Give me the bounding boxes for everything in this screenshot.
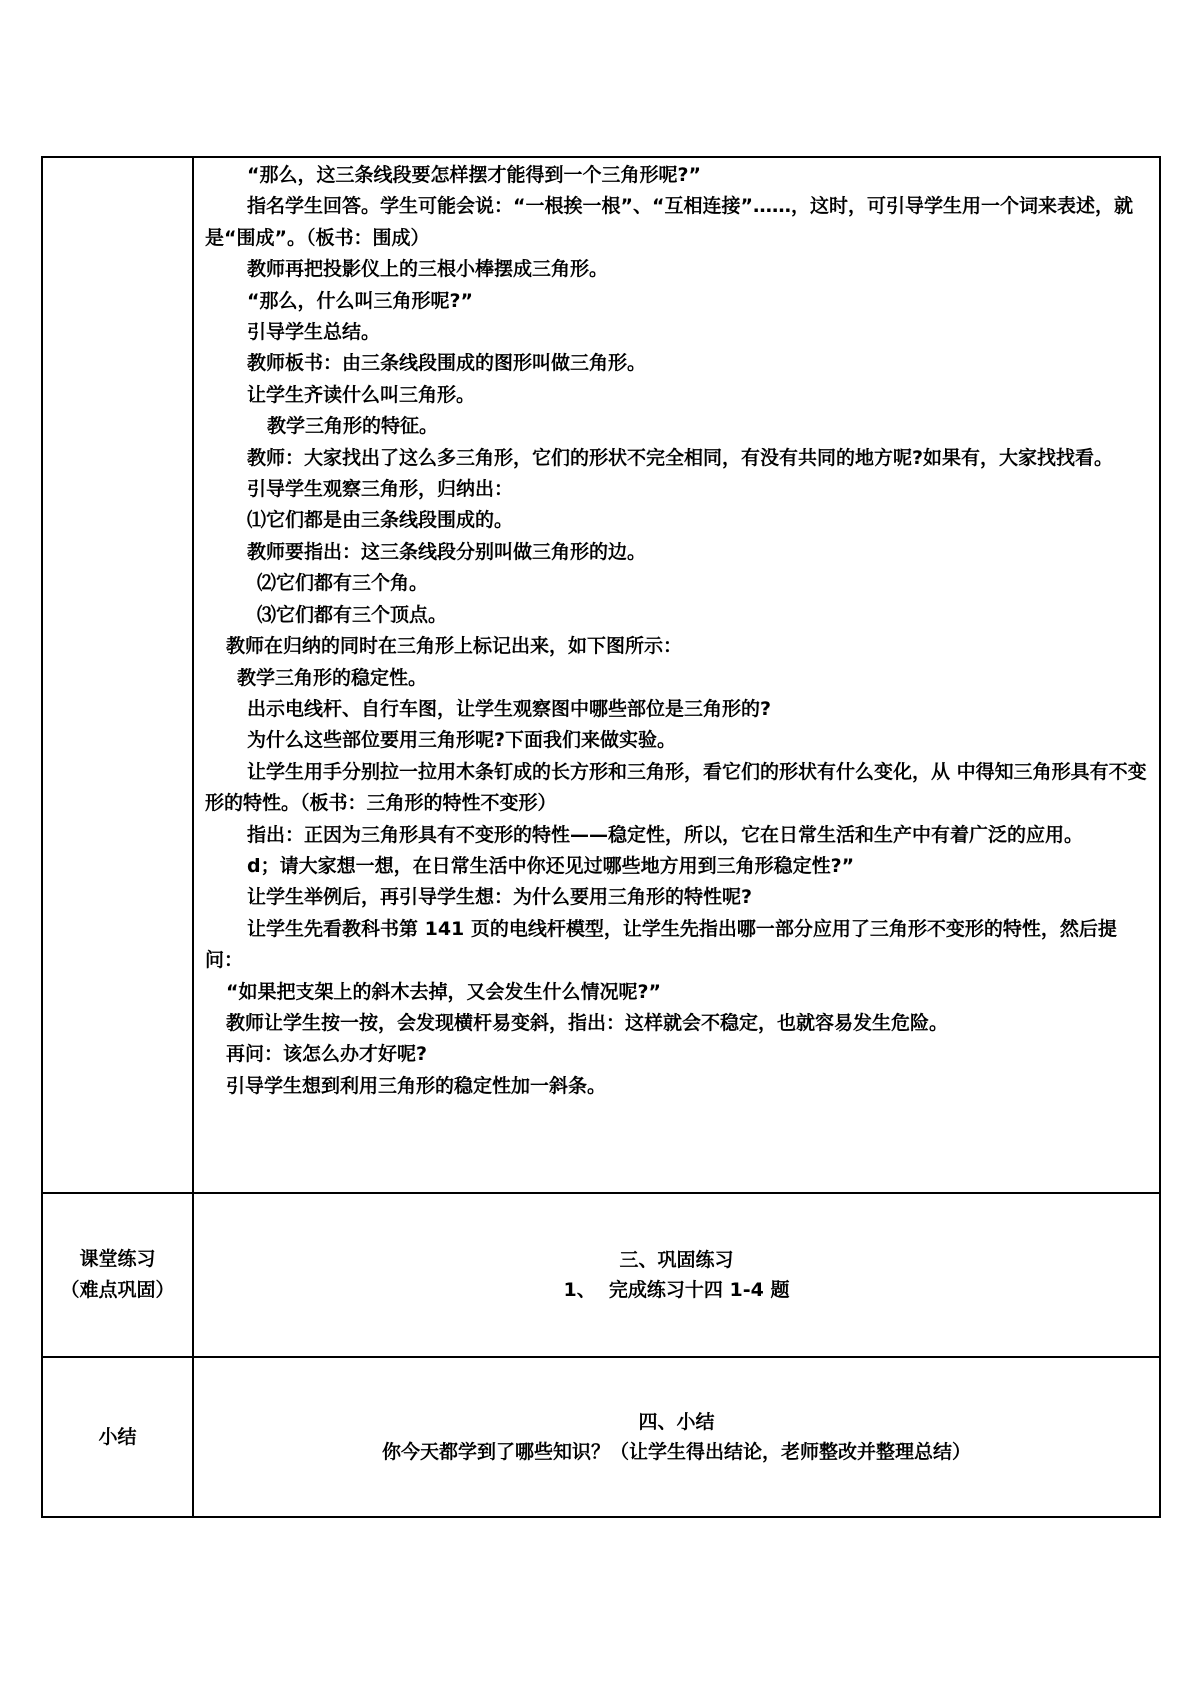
- paragraph: 让学生先看教科书第 141 页的电线杆模型，让学生先指出哪一部分应用了三角形不变形的特性，然后提问：: [205, 917, 1117, 972]
- paragraph: 让学生用手分别拉一拉用木条钉成的长方形和三角形，看它们的形状有什么变化，从 中得知三角形具有不变形的特性。（板书：三角形的特性不变形）: [205, 760, 1147, 815]
- paragraph: 指出：正因为三角形具有不变形的特性——稳定性，所以，它在日常生活和生产中有着广泛的应用。: [247, 823, 1084, 846]
- teaching-process-label-cell: [42, 157, 193, 1193]
- summary-heading: 四、小结: [638, 1411, 715, 1433]
- paragraph: “那么，什么叫三角形呢?”: [247, 289, 473, 312]
- paragraph: 教师板书：由三条线段围成的图形叫做三角形。: [247, 352, 647, 375]
- summary-content-cell: [193, 1357, 1160, 1517]
- paragraph: 教学三角形的稳定性。: [237, 666, 428, 689]
- teaching-process-content-cell: [193, 157, 1160, 1193]
- paragraph: “如果把支架上的斜木去掉，又会发生什么情况呢?”: [226, 980, 661, 1003]
- practice-item: 1、 完成练习十四 1-4 题: [563, 1279, 790, 1301]
- paragraph: 引导学生想到利用三角形的稳定性加一斜条。: [226, 1074, 607, 1097]
- paragraph: 引导学生总结。: [247, 321, 381, 344]
- practice-content-cell: [193, 1193, 1160, 1357]
- paragraph: 教师再把投影仪上的三根小棒摆成三角形。: [247, 258, 609, 281]
- paragraph: 教学三角形的特征。: [267, 415, 439, 438]
- practice-label-line1: 课堂练习: [79, 1248, 156, 1270]
- summary-label-cell: [42, 1357, 193, 1517]
- paragraph: ⑴它们都是由三条线段围成的。: [247, 509, 514, 532]
- teaching-process-row: [42, 157, 1160, 1193]
- lesson-plan-table: [41, 156, 1161, 1518]
- paragraph: 出示电线杆、自行车图，让学生观察图中哪些部位是三角形的?: [247, 697, 772, 720]
- paragraph: 指名学生回答。学生可能会说：“一根挨一根”、“互相连接”……，这时，可引导学生用一个词来表述，就是“围成”。（板书：围成）: [205, 195, 1133, 249]
- teaching-process-label: [43, 158, 192, 1192]
- paragraph: 教师：大家找出了这么多三角形，它们的形状不完全相同，有没有共同的地方呢?如果有，大家找找看。: [247, 446, 1114, 469]
- summary-text: 你今天都学到了哪些知识？（让学生得出结论，老师整改并整理总结）: [381, 1441, 971, 1463]
- paragraph: “那么，这三条线段要怎样摆才能得到一个三角形呢?”: [247, 164, 701, 186]
- practice-label: [43, 1194, 192, 1356]
- paragraph: 教师在归纳的同时在三角形上标记出来，如下图所示：: [226, 635, 683, 658]
- paragraph: 教师要指出：这三条线段分别叫做三角形的边。: [247, 540, 647, 563]
- practice-heading: 三、巩固练习: [619, 1249, 734, 1271]
- summary-row: [42, 1357, 1160, 1517]
- paragraph: ⑵它们都有三个角。: [257, 572, 429, 595]
- paragraph: 让学生齐读什么叫三角形。: [247, 383, 476, 406]
- paragraph: ⑶它们都有三个顶点。: [257, 603, 448, 626]
- practice-content: [194, 1194, 1159, 1356]
- practice-label-cell: [42, 1193, 193, 1357]
- teaching-process-content: [194, 158, 1159, 1102]
- paragraph: d；请大家想一想，在日常生活中你还见过哪些地方用到三角形稳定性?”: [247, 854, 855, 877]
- summary-label: 小结: [98, 1425, 137, 1448]
- paragraph: 引导学生观察三角形，归纳出：: [247, 478, 514, 501]
- paragraph: 为什么这些部位要用三角形呢?下面我们来做实验。: [247, 729, 677, 752]
- paragraph: 让学生举例后，再引导学生想：为什么要用三角形的特性呢?: [247, 886, 753, 909]
- practice-label-line2: （难点巩固）: [60, 1279, 175, 1301]
- summary-content: [194, 1358, 1159, 1516]
- paragraph: 教师让学生按一按，会发现横杆易变斜，指出：这样就会不稳定，也就容易发生危险。: [226, 1011, 949, 1034]
- paragraph: 再问：该怎么办才好呢?: [226, 1043, 428, 1066]
- practice-row: [42, 1193, 1160, 1357]
